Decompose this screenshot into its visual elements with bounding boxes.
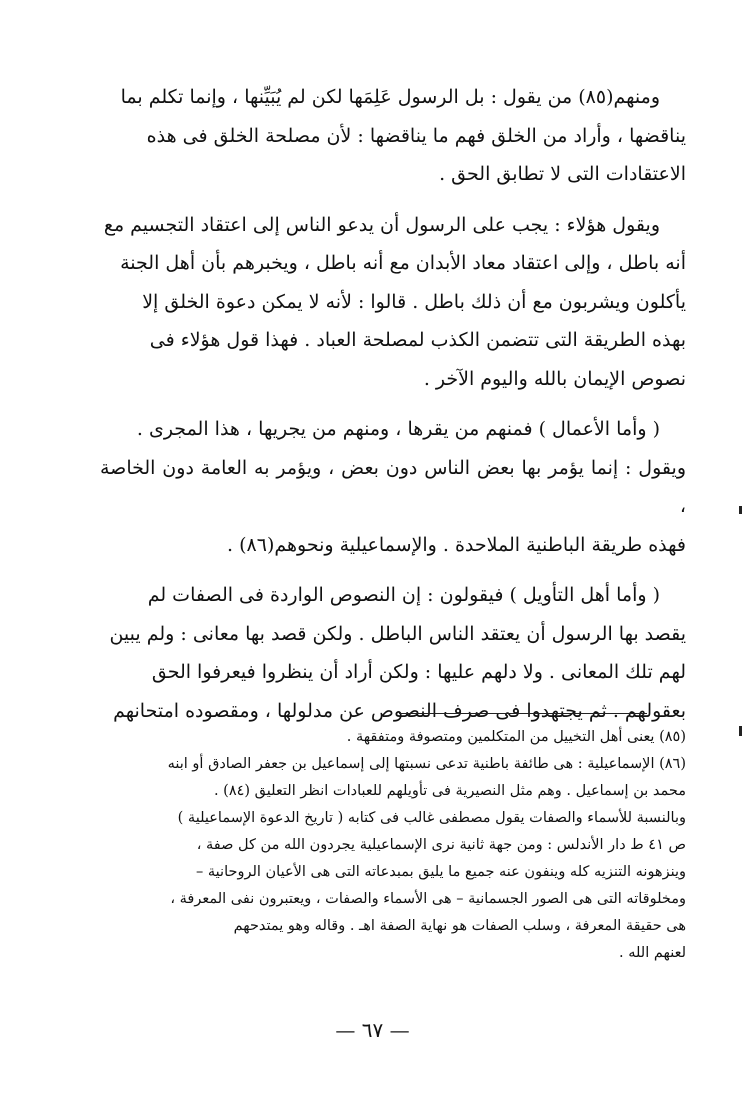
text-line: ومنهم(٨٥) من يقول : بل الرسول عَلِمَها لكن لم يُبَيِّنها ، وإنما تكلم بما xyxy=(120,86,660,108)
paragraph-4 xyxy=(100,576,686,730)
footnote-divider xyxy=(399,713,647,714)
text-line: ( وأما أهل التأويل ) فيقولون : إن النصوص الواردة فى الصفات لم xyxy=(147,584,660,606)
footnote-line: محمد بن إسماعيل . وهم مثل النصيرية فى تأويلهم للعبادات انظر التعليق (٨٤) . xyxy=(213,783,686,799)
text-line: يقصد بها الرسول أن يعتقد الناس الباطل . ولكن قصد بها معانى : ولم يبين xyxy=(109,622,686,645)
text-line: يأكلون ويشربون مع أن ذلك باطل . قالوا : لأنه لا يمكن دعوة الخلق إلا xyxy=(142,290,686,313)
footnote-line: هى حقيقة المعرفة ، وسلب الصفات هو نهاية الصفة اهـ . وقاله وهو يمتدحهم xyxy=(233,918,686,934)
footnote-line: (٨٦) الإسماعيلية : هى طائفة باطنية تدعى نسبتها إلى إسماعيل بن جعفر الصادق أو ابنه xyxy=(167,756,686,772)
footnote-line: ومخلوقاته التى هى الصور الجسمانية – هى الأسماء والصفات ، ويعتبرون نفى المعرفة ، xyxy=(170,891,686,907)
main-text xyxy=(100,78,686,742)
footnotes xyxy=(100,724,686,967)
text-line: فهذه طريقة الباطنية الملاحدة . والإسماعيلية ونحوهم(٨٦) . xyxy=(227,533,686,556)
text-line: نصوص الإيمان بالله واليوم الآخر . xyxy=(423,367,686,390)
footnote-85 xyxy=(100,724,686,751)
text-line: الاعتقادات التى لا تطابق الحق . xyxy=(439,163,686,185)
text-line: أنه باطل ، وإلى اعتقاد معاد الأبدان مع أنه باطل ، ويخبرهم بأن أهل الجنة xyxy=(120,252,686,274)
text-line: بهذه الطريقة التى تتضمن الكذب لمصلحة العباد . فهذا قول هؤلاء فى xyxy=(149,329,686,351)
footnote-line: ص ٤١ ط دار الأندلس : ومن جهة ثانية نرى الإسماعيلية يجردون الله من كل صفة ، xyxy=(196,837,686,853)
text-line: لهم تلك المعانى . ولا دلهم عليها : ولكن أراد أن ينظروا فيعرفوا الحق xyxy=(151,661,686,683)
margin-mark xyxy=(739,506,742,514)
text-line: ويقول : إنما يؤمر بها بعض الناس دون بعض ، ويؤمر به العامة دون الخاصة ، xyxy=(100,456,686,517)
text-line: بعقولهم . ثم يجتهدوا فى صرف النصوص عن مدلولها ، ومقصوده امتحانهم xyxy=(113,699,686,722)
footnote-line: (٨٥) يعنى أهل التخييل من المتكلمين ومتصوفة ومتفقهة . xyxy=(346,729,686,745)
footnote-86 xyxy=(100,751,686,967)
text-line: يناقضها ، وأراد من الخلق فهم ما يناقضها : لأن مصلحة الخلق فى هذه xyxy=(146,124,686,147)
paragraph-3 xyxy=(100,410,686,564)
text-line: ويقول هؤلاء : يجب على الرسول أن يدعو الناس إلى اعتقاد التجسيم مع xyxy=(103,213,660,236)
margin-mark xyxy=(739,726,742,736)
footnote-line: وبالنسبة للأسماء والصفات يقول مصطفى غالب فى كتابه ( تاريخ الدعوة الإسماعيلية ) xyxy=(177,810,686,826)
page-number: — ٦٧ — xyxy=(335,1018,410,1042)
footnote-line: لعنهم الله . xyxy=(619,945,686,961)
paragraph-2 xyxy=(100,206,686,399)
text-line: ( وأما الأعمال ) فمنهم من يقرها ، ومنهم من يجريها ، هذا المجرى . xyxy=(136,418,660,440)
footnote-line: وينزهونه التنزيه كله وينفون عنه جميع ما يليق بمبدعاته التى هى الأعيان الروحانية – xyxy=(196,864,686,880)
paragraph-1 xyxy=(100,78,686,194)
